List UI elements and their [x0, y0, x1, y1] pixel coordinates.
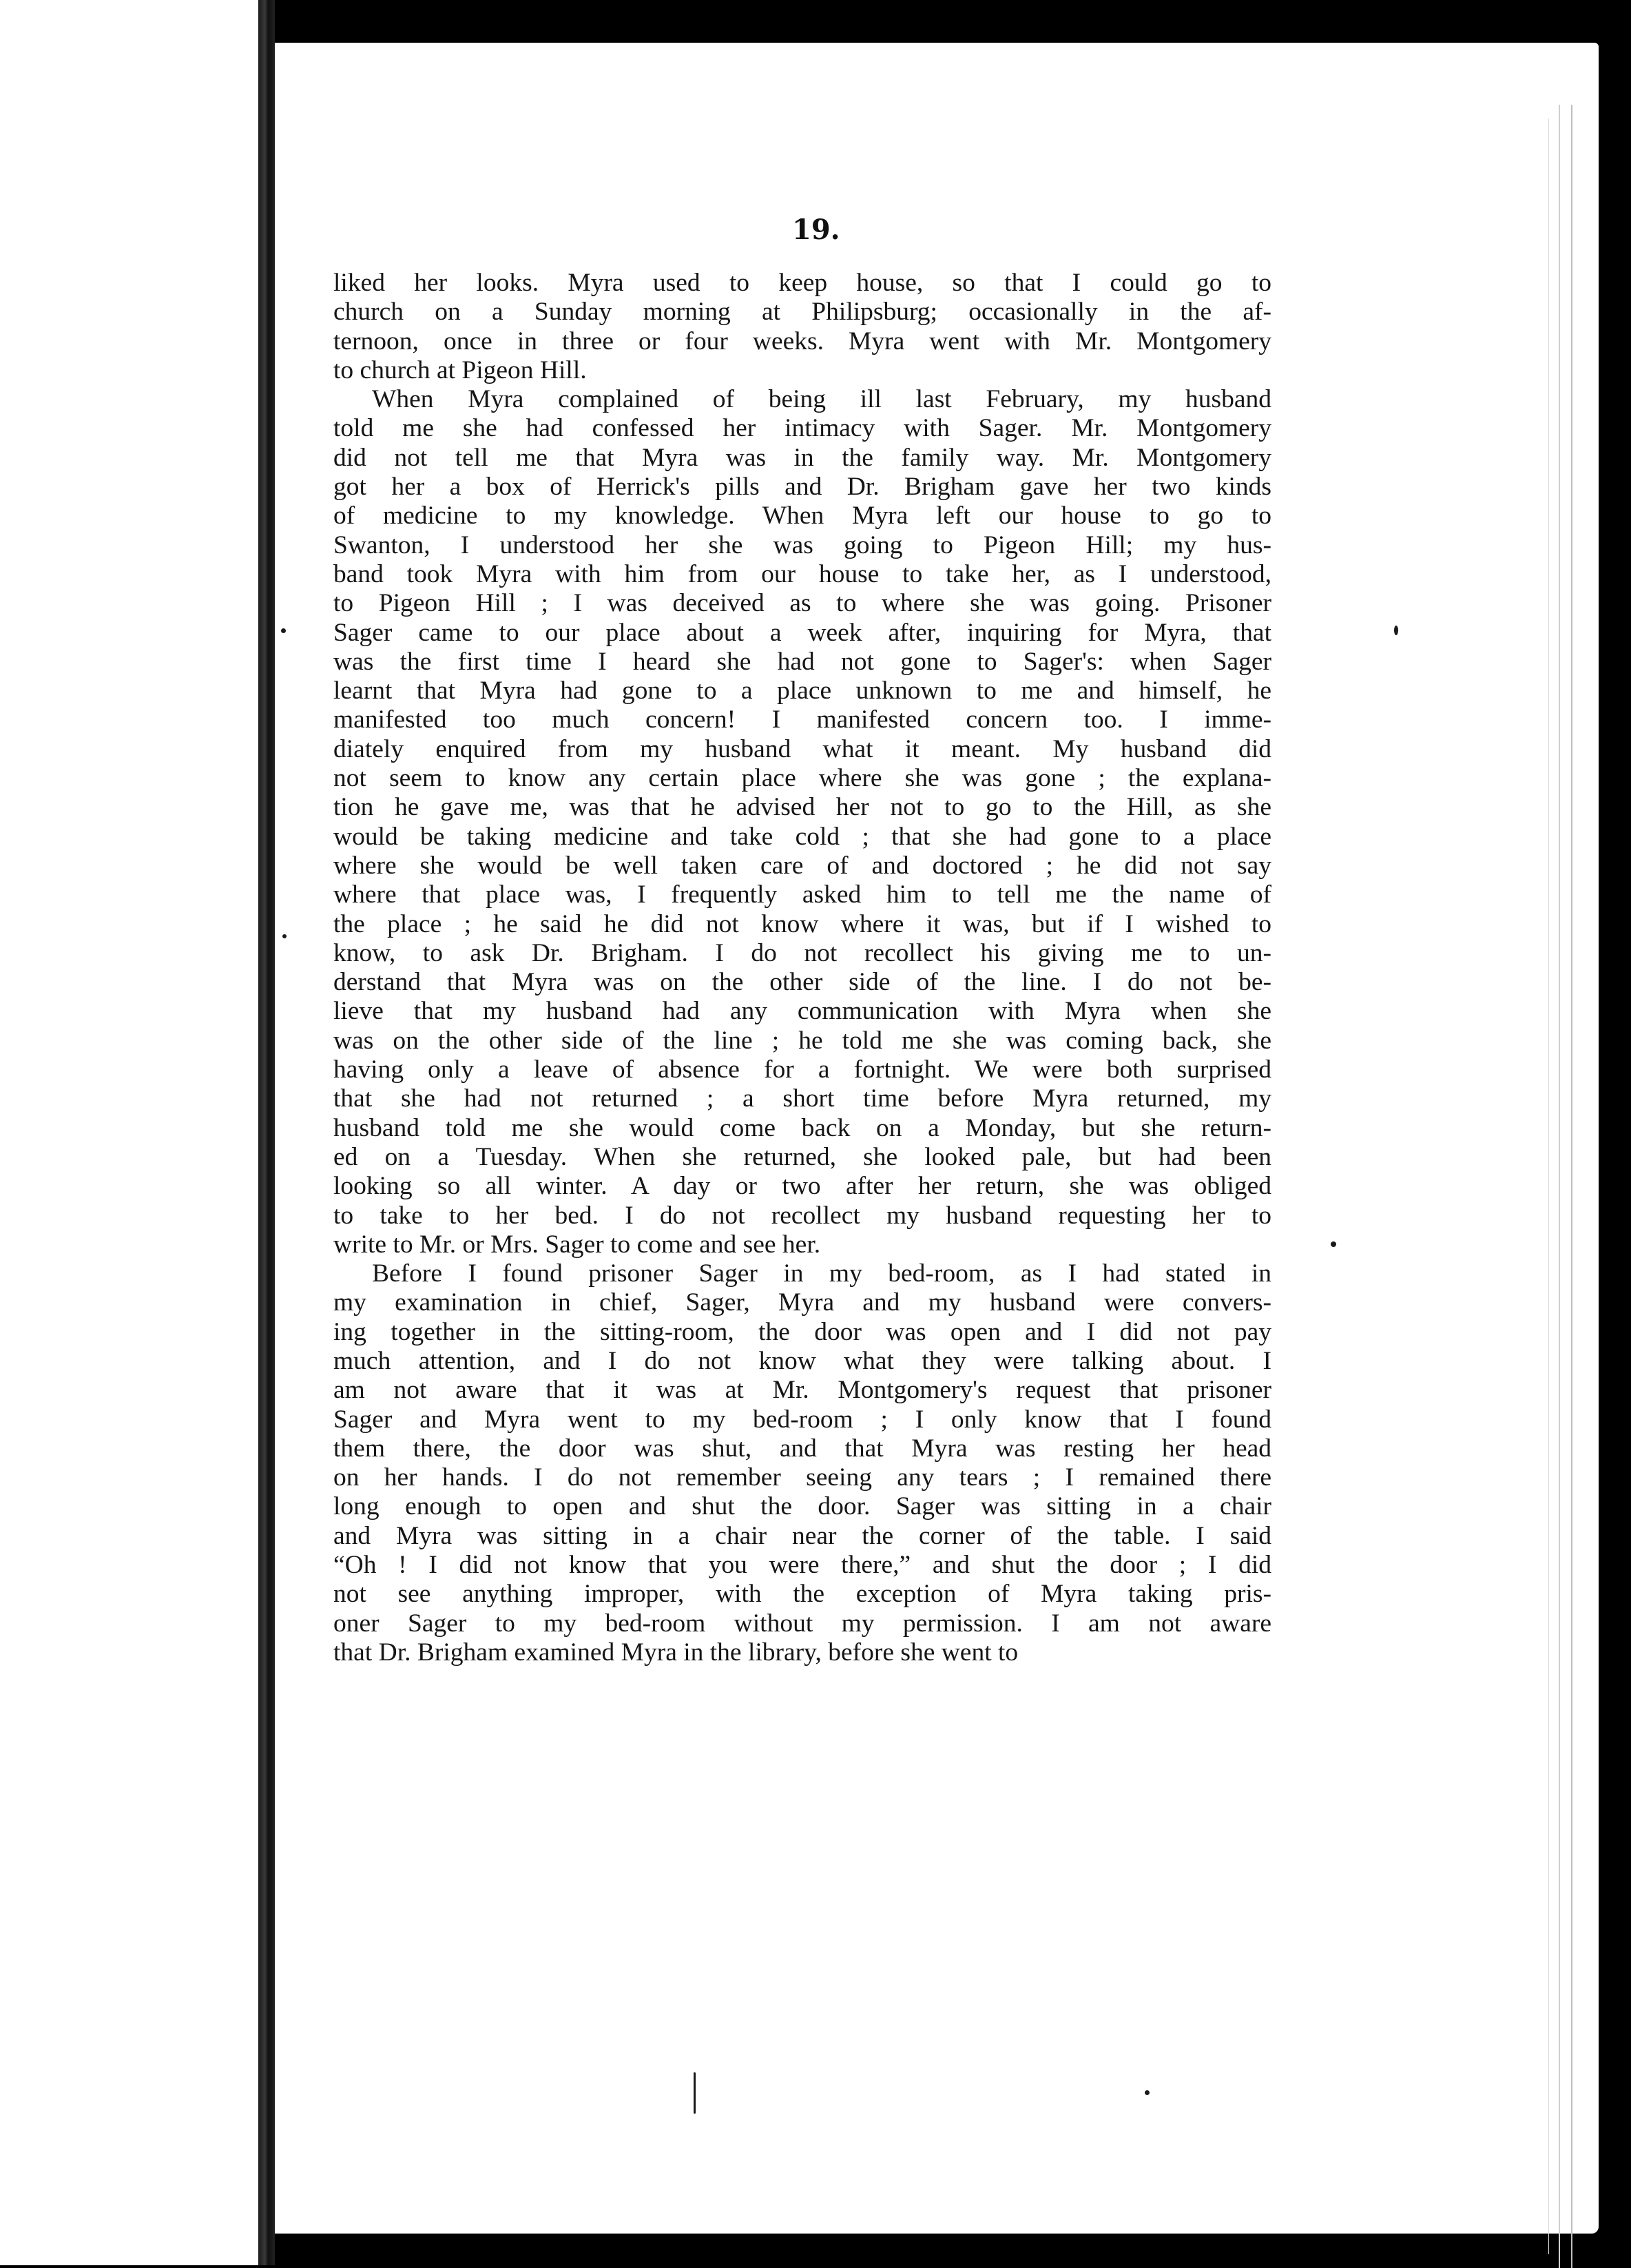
text-line: not see anything improper, with the exception of Myra taking pris- — [333, 1580, 1271, 1609]
text-line: them there, the door was shut, and that Myra was resting her head — [333, 1434, 1271, 1463]
text-line: that she had not returned ; a short time before Myra returned, my — [333, 1084, 1271, 1113]
text-line: tion he gave me, was that he advised her not to go to the Hill, as she — [333, 793, 1271, 822]
page-body-text — [333, 269, 1271, 1667]
text-line: am not aware that it was at Mr. Montgomery's request that prisoner — [333, 1376, 1271, 1405]
text-line: the place ; he said he did not know where it was, but if I wished to — [333, 909, 1271, 938]
text-line: Sager and Myra went to my bed-room ; I only know that I found — [333, 1405, 1271, 1434]
text-line: know, to ask Dr. Brigham. I do not recollect his giving me to un- — [333, 938, 1271, 967]
book-gutter — [258, 0, 275, 2265]
text-line: church on a Sunday morning at Philipsburg; occasionally in the af- — [333, 298, 1271, 327]
text-line: would be taking medicine and take cold ; that she had gone to a place — [333, 822, 1271, 851]
text-line: where that place was, I frequently asked him to tell me the name of — [333, 880, 1271, 909]
text-line: learnt that Myra had gone to a place unknown to me and himself, he — [333, 677, 1271, 705]
text-line: diately enquired from my husband what it meant. My husband did — [333, 734, 1271, 763]
text-line: on her hands. I do not remember seeing any tears ; I remained there — [333, 1463, 1271, 1492]
scan-speck — [1145, 2090, 1150, 2095]
text-line: write to Mr. or Mrs. Sager to come and see her. — [333, 1230, 821, 1259]
text-line: When Myra complained of being ill last February, my husband — [372, 385, 1271, 414]
text-line: derstand that Myra was on the other side of the line. I do not be- — [333, 968, 1271, 997]
text-line: looking so all winter. A day or two after her return, she was obliged — [333, 1172, 1271, 1201]
text-line: Swanton, I understood her she was going to Pigeon Hill; my hus- — [333, 530, 1271, 559]
scan-speck — [694, 2072, 696, 2114]
text-line: where she would be well taken care of and doctored ; he did not say — [333, 851, 1271, 880]
text-line: Before I found prisoner Sager in my bed-room, as I had stated in — [372, 1259, 1271, 1288]
text-line: long enough to open and shut the door. Sager was sitting in a chair — [333, 1492, 1271, 1521]
facing-page-margin — [0, 0, 258, 2265]
text-line: lieve that my husband had any communication with Myra when she — [333, 997, 1271, 1026]
text-line: not seem to know any certain place where she was gone ; the explana- — [333, 764, 1271, 793]
text-line: ternoon, once in three or four weeks. Myra went with Mr. Montgomery — [333, 327, 1271, 355]
text-line: got her a box of Herrick's pills and Dr. Brigham gave her two kinds — [333, 473, 1271, 502]
text-line: ing together in the sitting-room, the door was open and I did not pay — [333, 1317, 1271, 1346]
scan-speck — [281, 628, 286, 633]
text-line: having only a leave of absence for a fortnight. We were both surprised — [333, 1055, 1271, 1084]
text-line: and Myra was sitting in a chair near the corner of the table. I said — [333, 1521, 1271, 1550]
text-line: to Pigeon Hill ; I was deceived as to where she was going. Prisoner — [333, 589, 1271, 618]
text-line: was on the other side of the line ; he told me she was coming back, she — [333, 1026, 1271, 1055]
text-line: my examination in chief, Sager, Myra and my husband were convers- — [333, 1288, 1271, 1317]
scan-speck — [1394, 626, 1398, 635]
page-number: 19. — [792, 214, 840, 246]
text-line: liked her looks. Myra used to keep house, so that I could go to — [333, 269, 1271, 297]
scan-speck — [282, 934, 287, 938]
text-line: to take to her bed. I do not recollect my husband requesting her to — [333, 1201, 1271, 1230]
text-line: told me she had confessed her intimacy with Sager. Mr. Montgomery — [333, 414, 1271, 443]
page-edge-line — [1548, 118, 1555, 2254]
text-line: was the first time I heard she had not gone to Sager's: when Sager — [333, 647, 1271, 676]
text-line: of medicine to my knowledge. When Myra left our house to go to — [333, 502, 1271, 530]
scan-speck — [1331, 1241, 1336, 1247]
text-line: husband told me she would come back on a Monday, but she return- — [333, 1113, 1271, 1142]
text-line: manifested too much concern! I manifested concern too. I imme- — [333, 705, 1271, 734]
text-line: ed on a Tuesday. When she returned, she looked pale, but had been — [333, 1142, 1271, 1171]
text-line: Sager came to our place about a week after, inquiring for Myra, that — [333, 618, 1271, 647]
text-line: that Dr. Brigham examined Myra in the library, before she went to — [333, 1638, 1019, 1667]
text-line: much attention, and I do not know what they were talking about. I — [333, 1346, 1271, 1375]
page-edge-shadow — [1559, 105, 1572, 2268]
text-line: “Oh ! I did not know that you were there,” and shut the door ; I did — [333, 1551, 1271, 1580]
text-line: band took Myra with him from our house to take her, as I understood, — [333, 559, 1271, 588]
text-line: to church at Pigeon Hill. — [333, 355, 587, 384]
text-line: did not tell me that Myra was in the family way. Mr. Montgomery — [333, 443, 1271, 472]
text-line: oner Sager to my bed-room without my permission. I am not aware — [333, 1609, 1271, 1638]
